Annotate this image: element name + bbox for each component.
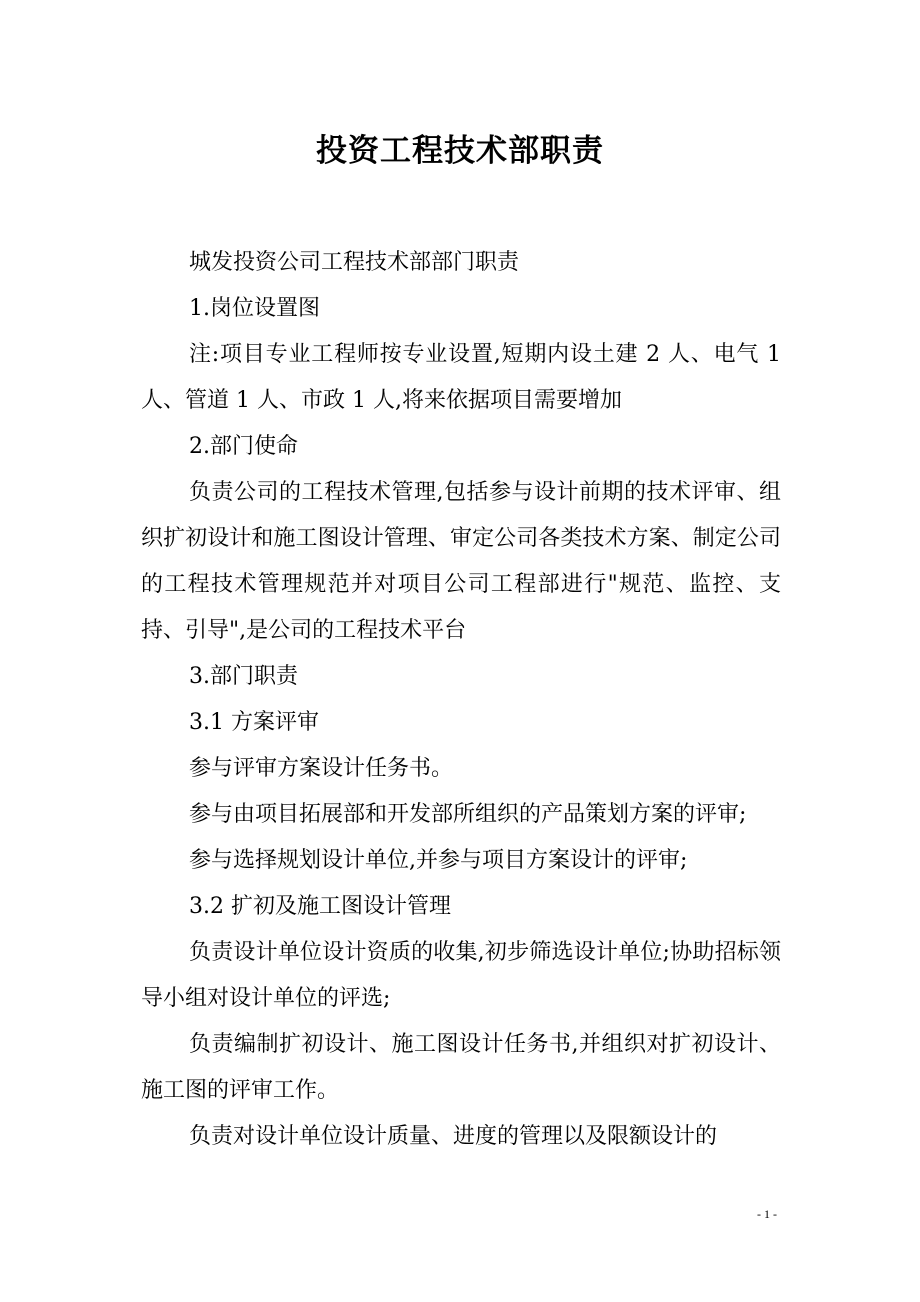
paragraph-note: 注:项目专业工程师按专业设置,短期内设土建 2 人、电气 1 人、管道 1 人、市政 1 人,将来依据项目需要增加: [141, 342, 781, 413]
paragraph-duty: 参与选择规划设计单位,并参与项目方案设计的评审;: [189, 848, 688, 873]
paragraph-dept-heading: 城发投资公司工程技术部部门职责: [189, 250, 520, 275]
paragraph-section-3: 3.部门职责: [189, 664, 298, 689]
paragraph-section-2: 2.部门使命: [189, 434, 298, 459]
paragraph-subsection-3-2: 3.2 扩初及施工图设计管理: [189, 894, 451, 919]
paragraph-section-1: 1.岗位设置图: [189, 296, 320, 321]
paragraph-duty: 负责设计单位设计资质的收集,初步筛选设计单位;协助招标领导小组对设计单位的评选;: [141, 940, 781, 1011]
paragraph-duty: 参与评审方案设计任务书。: [189, 756, 454, 781]
paragraph-duty: 负责编制扩初设计、施工图设计任务书,并组织对扩初设计、施工图的评审工作。: [141, 1032, 781, 1103]
page-number: - 1 -: [757, 1207, 777, 1221]
paragraph-duty: 负责对设计单位设计质量、进度的管理以及限额设计的: [189, 1124, 718, 1149]
document-title: 投资工程技术部职责: [316, 133, 604, 169]
document-body: [141, 240, 781, 1160]
paragraph-duty: 参与由项目拓展部和开发部所组织的产品策划方案的评审;: [189, 802, 747, 827]
paragraph-mission: 负责公司的工程技术管理,包括参与设计前期的技术评审、组织扩初设计和施工图设计管理、审定公司各类技术方案、制定公司的工程技术管理规范并对项目公司工程部进行"规范、监控、支持、引导",是公司的工程技术平台: [141, 480, 781, 643]
paragraph-subsection-3-1: 3.1 方案评审: [189, 710, 319, 735]
